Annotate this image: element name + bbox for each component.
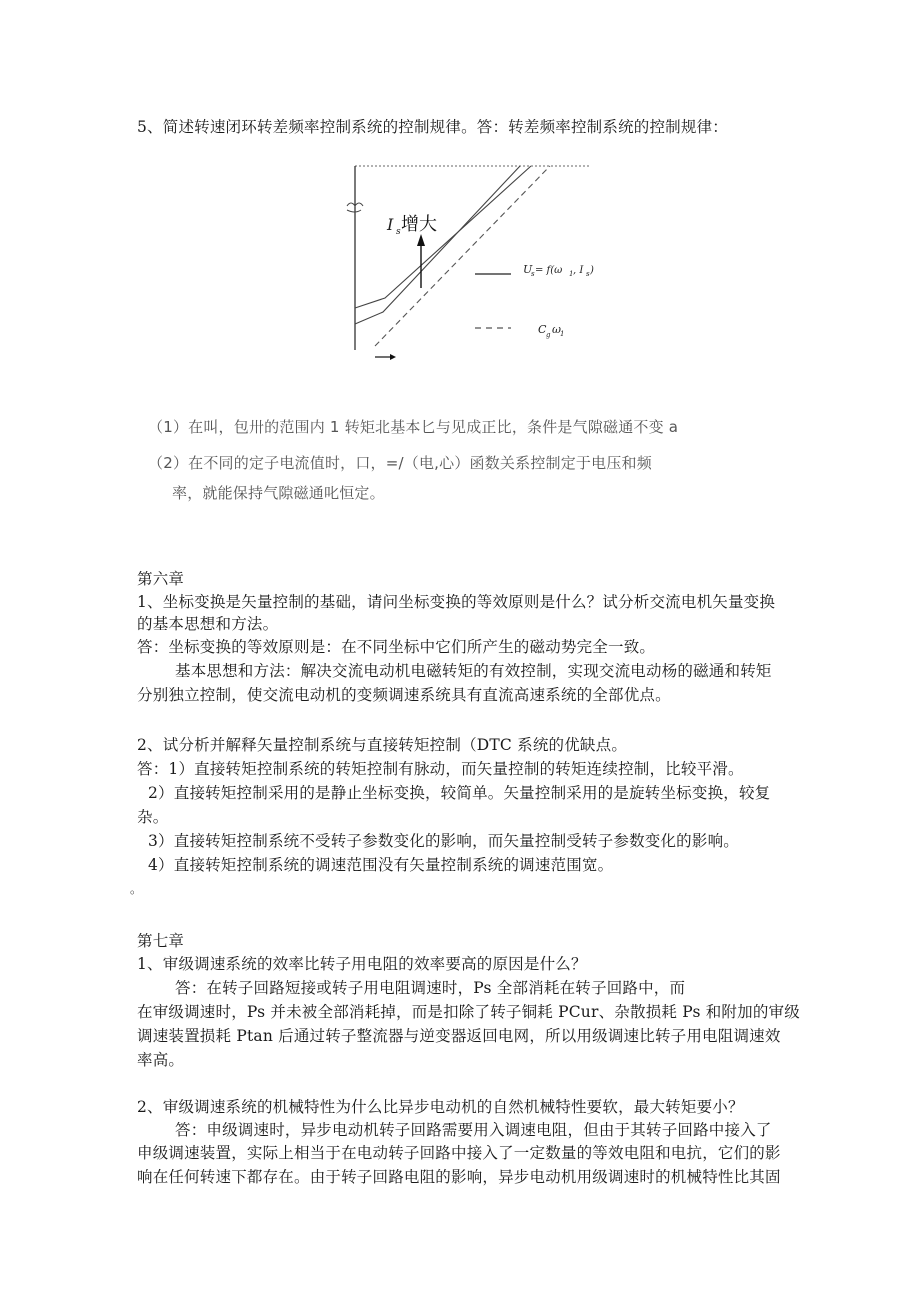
legend-solid-close: ) (590, 265, 594, 276)
ch7-a2-l1: 答：申级调速时，异步电动机转子回路需要用入调速电阻，但由于其转子回路中接入了 (175, 1121, 772, 1139)
arrow-head-icon (417, 234, 425, 246)
ch6-q1-l2: 的基本思想和方法。 (137, 615, 279, 633)
ch7-a1-l2: 在审级调速时，Ps 并未被全部消耗掉，而是扣除了转子铜耗 PCur、杂散损耗 Ps 和附加的审级 (137, 1003, 800, 1021)
ch6-a2-l4: 3）直接转矩控制系统不受转子参数变化的影响，而矢量控制受转子参数变化的影响。 (148, 832, 739, 850)
control-law-figure (335, 158, 595, 368)
legend-solid-expr-end: , I (573, 265, 584, 276)
solid-curve-upper (355, 166, 531, 308)
ch6-a2-l1: 答：1）直接转矩控制系统的转矩控制有脉动，而矢量控制的转矩连续控制，比较平滑。 (137, 760, 744, 778)
legend-solid-u: U (523, 263, 533, 276)
label-increase: 增大 (401, 214, 437, 235)
ch6-dot: 。 (130, 882, 143, 896)
answer5-p3: 率，就能保持气隙磁通叱恒定。 (172, 484, 385, 502)
ch6-a1-l3: 分别独立控制，使交流电动机的变频调速系统具有直流高速系统的全部优点。 (137, 686, 671, 704)
ch7-a1-l3: 调速装置损耗 Ptan 后通过转子整流器与逆变器返回电网，所以用级调速比转子用电阻调速效 (137, 1027, 781, 1045)
ch6-a1-l2: 基本思想和方法：解决交流电动机电磁转矩的有效控制，实现交流电动杨的磁通和转矩 (175, 662, 772, 680)
bottom-arrow-head-icon (390, 354, 396, 360)
answer5-p1: （1）在叫，包卅的范围内 1 转矩北基本匕与见成正比，条件是气隙磁通不变 a (148, 418, 679, 436)
legend-solid-expr: = f(ω (535, 265, 563, 276)
legend-dashed-omega-sub: 1 (560, 330, 565, 338)
dashed-line (375, 166, 550, 346)
label-is-sub: s (396, 227, 401, 237)
legend-solid-expr-sub: 1 (569, 270, 574, 278)
legend-solid-u-sub: s (531, 270, 535, 278)
answer5-p2: （2）在不同的定子电流值时，口，=/（电,心）函数关系控制定于电压和频 (148, 454, 652, 472)
legend-dashed-omega: ω (552, 323, 561, 336)
ch7-a2-l3: 响在任何转速下都存在。由于转子回路电阻的影响，异步电动机用级调速时的机械特性比其固 (137, 1168, 781, 1186)
ch7-a2-l2: 申级调速装置，实际上相当于在电动转子回路中接入了一定数量的等效电阻和电抗，它们的影 (137, 1144, 781, 1162)
ch6-a2-l3: 杂。 (137, 808, 169, 826)
legend-dashed-c-sub: g (546, 331, 551, 339)
ch7-q1: 1、审级调速系统的效率比转子用电阻的效率要高的原因是什么？ (137, 955, 587, 973)
legend-solid-expr-sub2: s (586, 270, 590, 278)
ch6-a2-l5: 4）直接转矩控制系统的调速范围没有矢量控制系统的调速范围宽。 (148, 856, 614, 874)
ch7-a1-l4: 率高。 (137, 1051, 185, 1069)
ch7-title: 第七章 (137, 932, 185, 950)
label-is: I (387, 215, 394, 234)
ch7-a1-l1: 答：在转子回路短接或转子用电阻调速时，Ps 全部消耗在转子回路中，而 (175, 979, 686, 997)
ch6-q1-l1: 1、坐标变换是矢量控制的基础，请问坐标变换的等效原则是什么？试分析交流电机矢量变换 (137, 593, 776, 611)
q5-text: 5、简述转速闭环转差频率控制系统的控制规律。答：转差频率控制系统的控制规律： (137, 118, 728, 136)
ch6-q2: 2、试分析并解释矢量控制系统与直接转矩控制（DTC 系统的优缺点。 (137, 736, 628, 754)
ch7-q2: 2、审级调速系统的机械特性为什么比异步电动机的自然机械特性要软，最大转矩要小？ (137, 1098, 744, 1116)
ch6-a2-l2: 2）直接转矩控制采用的是静止坐标变换，较简单。矢量控制采用的是旋转坐标变换，较复 (148, 784, 771, 802)
ch6-title: 第六章 (137, 570, 185, 588)
ch6-a1-l1: 答：坐标变换的等效原则是：在不同坐标中它们所产生的磁动势完全一致。 (137, 638, 656, 656)
legend-dashed-c: C (538, 323, 547, 336)
